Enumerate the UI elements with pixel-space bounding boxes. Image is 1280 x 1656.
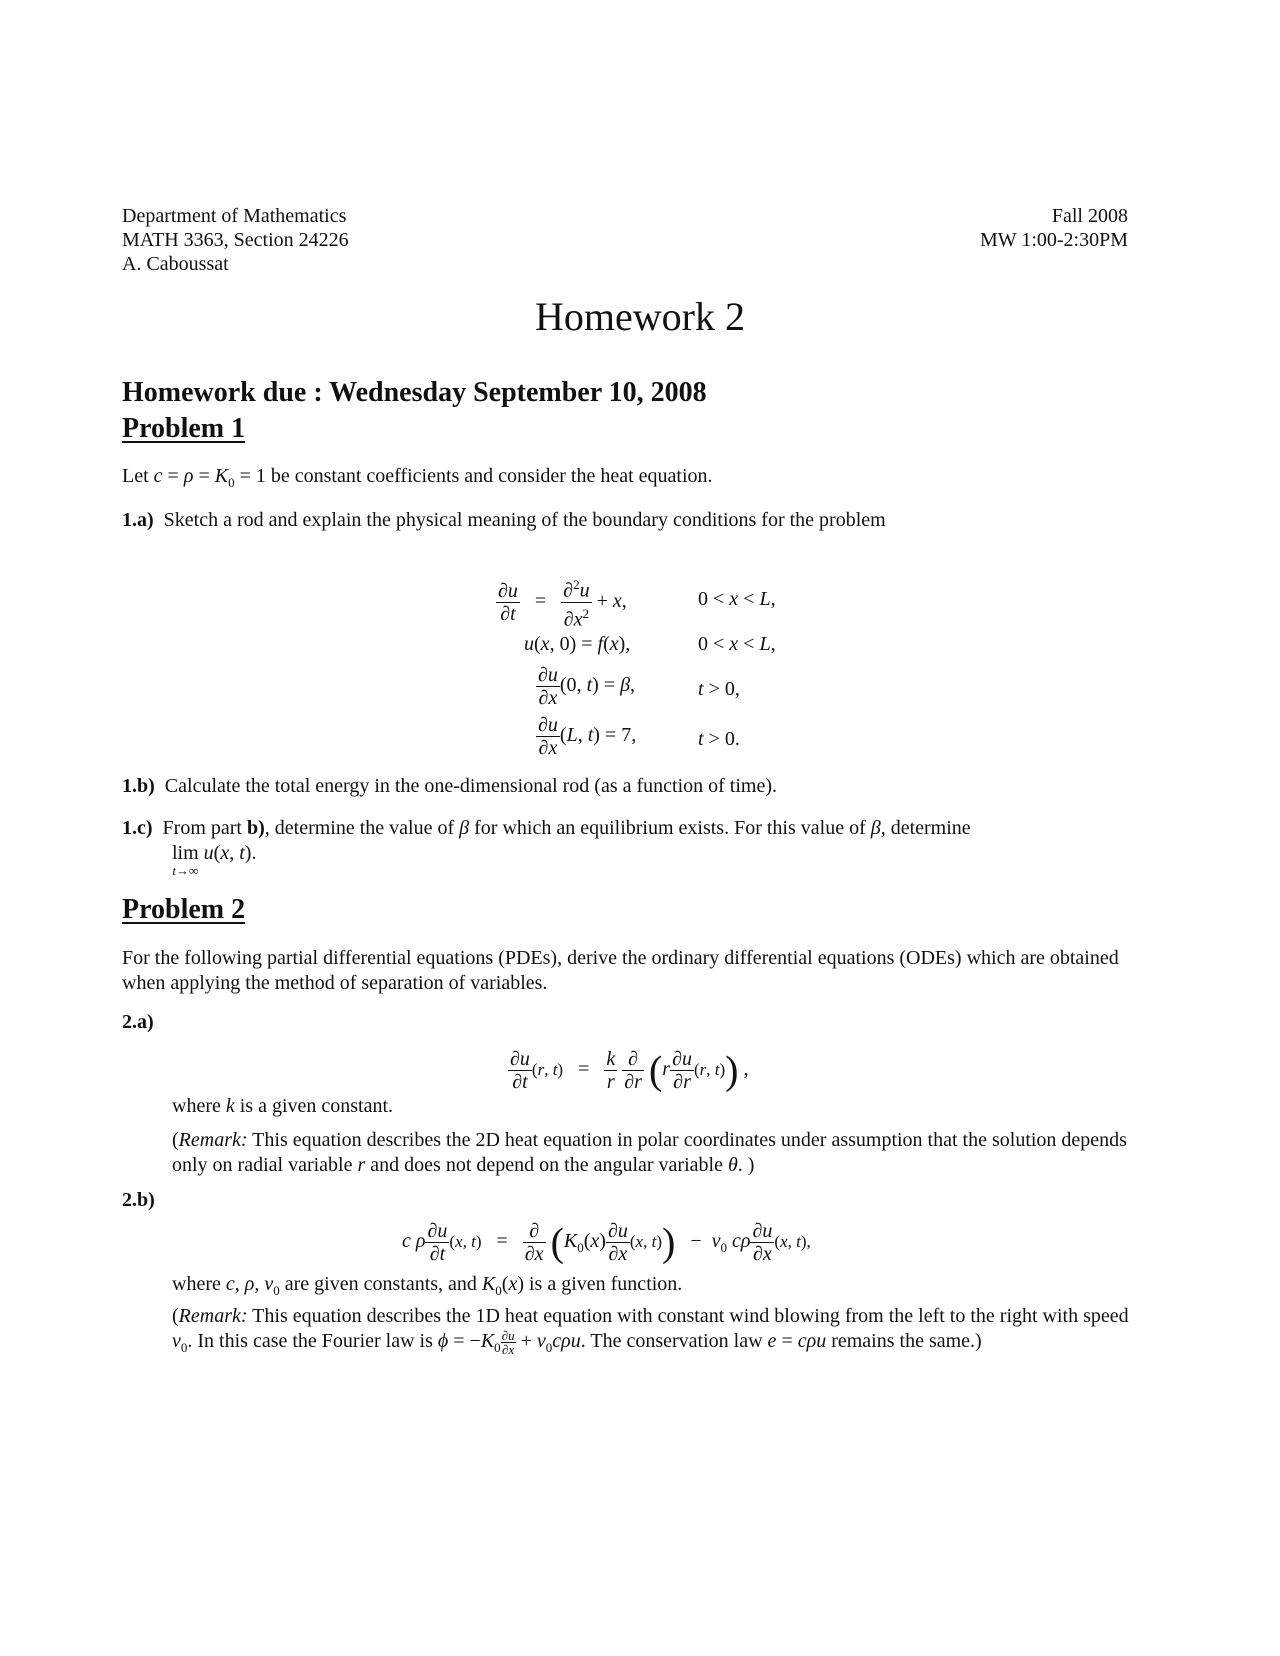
problem-1a: 1.a) Sketch a rod and explain the physical meaning of the boundary conditions for the problem	[122, 509, 886, 531]
equation-heat: $\frac{\partial u}{\partial t}$ = $\frac{\partial^2u}{\partial x^2}$ + x,	[496, 574, 627, 630]
term: Fall 2008	[1051, 205, 1128, 227]
instructor: A. Caboussat	[122, 253, 229, 275]
header-right	[980, 204, 1128, 252]
equation-polar: $\frac{\partial u}{\partial t}$ (r, t) = $\frac{k}{r}$ $\frac{\partial}{\partial r}$ (r $\frac{\partial u}{\partial r}$ (r, t)) ,	[510, 1047, 749, 1093]
equation-bc-right: $\frac{\partial u}{\partial x}$ (L, t) = 7,	[538, 714, 637, 759]
equation-initial: u(x, 0) = f(x),	[524, 633, 631, 655]
equation-heat-domain: 0 < x < L,	[698, 588, 776, 610]
course: MATH 3363, Section 24226	[122, 229, 349, 251]
equation-bc-left-domain: t > 0,	[698, 678, 740, 700]
equation-bc-left: $\frac{\partial u}{\partial x}$ (0, t) = β,	[538, 664, 636, 709]
page-title: Homework 2	[535, 294, 745, 339]
problem-2-heading: Problem 2	[122, 894, 246, 925]
problem-1-intro: Let $c = \rho = K_0 = 1$ be constant coefficients and consider the heat equation.	[122, 465, 713, 490]
equation-initial-domain: 0 < x < L,	[698, 633, 776, 655]
equation-bc-right-domain: t > 0.	[698, 728, 740, 750]
due-date: Homework due : Wednesday September 10, 2008	[122, 377, 707, 408]
problem-1-heading: Problem 1	[122, 413, 246, 444]
equation-wind: c ρ $\frac{\partial u}{\partial t}$ (x, t) = $\frac{\partial}{\partial x}$ ($K_0(x)$ $\frac{\partial u}{\partial x}$ (x, $t)) - v_0$ cρ $\frac{\partial u}{\partial x}$ (x, t),	[402, 1219, 811, 1265]
problem-2a-remark: (Remark: This equation describes the 2D heat equation in polar coordinates under assumption that the solution depends only on radial variable r and does not depend on the angular variable θ. )	[172, 1129, 1127, 1176]
problem-1b: 1.b) Calculate the total energy in the one-dimensional rod (as a function of time).	[122, 775, 778, 797]
problem-2b-where: where c, ρ, $v_0$ are given constants, and $K_0(x)$ is a given function.	[172, 1273, 683, 1298]
department: Department of Mathematics	[122, 205, 347, 227]
problem-2b-remark: (Remark: This equation describes the 1D heat equation with constant wind blowing from the left to the right with speed $v_0$. In this case the Fourier law is $\phi = -K_0$ $\frac{\partial u}{\partial x}$ + $v_0c\rho u$. The conservation law e = cρu remains the same.)	[172, 1305, 1129, 1357]
problem-2a-where: where k is a given constant.	[172, 1095, 394, 1117]
problem-1c: 1.c) From part b), determine the value of β for which an equilibrium exists. For this value of β, determine	[122, 817, 971, 839]
schedule: MW 1:00-2:30PM	[980, 229, 1128, 251]
problem-2b-label: 2.b)	[122, 1189, 155, 1211]
problem-1c-limit: lim t→∞ u(x, t).	[172, 842, 257, 878]
problem-2-intro: For the following partial differential equations (PDEs), derive the ordinary differential equations (ODEs) which are obtained when applying the method of separation of variables.	[122, 947, 1119, 994]
problem-2a-label: 2.a)	[122, 1011, 154, 1033]
header-left	[122, 204, 349, 276]
